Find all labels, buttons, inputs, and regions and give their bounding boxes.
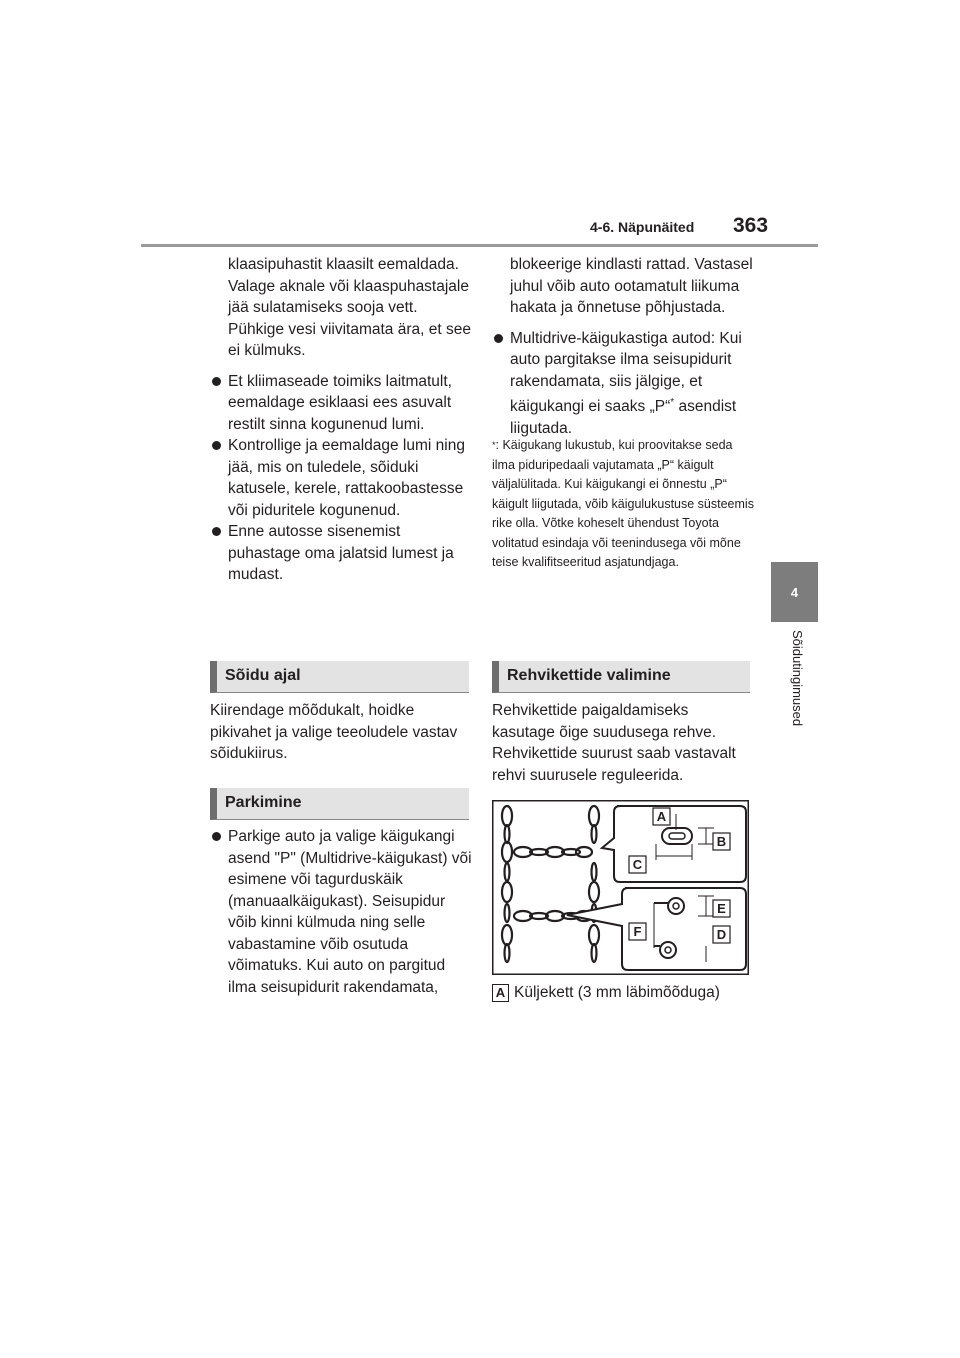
caption-text: Küljekett (3 mm läbimõõduga): [514, 984, 720, 1001]
diagram-label-c: C: [632, 857, 643, 872]
footnote-mark: *: [492, 440, 496, 451]
diagram-label-d: D: [716, 927, 727, 942]
bullet-climate: Et kliimaseade toimiks laitmatult, eemaldage esiklaasi ees asuvalt restilt sinna kogunenud lumi.: [210, 371, 472, 436]
tire-chain-illustration: [492, 800, 749, 975]
bullet-clean-shoes: Enne autosse sisenemist puhastage oma jalatsid lumest ja mudast.: [210, 521, 472, 586]
heading-parking: Parkimine: [210, 788, 469, 820]
heading-tire-chains: Rehvikettide valimine: [492, 661, 750, 693]
heading-driving: Sõidu ajal: [210, 661, 469, 693]
driving-section: [210, 700, 470, 765]
header-section-title: 4-6. Näpunäited: [590, 219, 695, 235]
diagram-label-b: B: [716, 834, 727, 849]
bullet-check-snow: Kontrollige ja eemaldage lumi ning jää, mis on tuledele, sõiduki katusele, kerele, rattakoobastesse või piduritele kogunenud.: [210, 435, 472, 521]
tire-chains-section: [492, 700, 754, 786]
left-column-top: [210, 254, 472, 586]
diagram-label-e: E: [717, 901, 726, 916]
driving-text: Kiirendage mõõdukalt, hoidke pikivahet ja valige teeoludele vastav sõidukiirus.: [210, 702, 458, 762]
multidrive-text-2: asendist liigutada.: [510, 398, 737, 437]
bullet-multidrive: [492, 328, 754, 440]
diagram-label-a: A: [656, 809, 667, 824]
bullet-parking: Parkige auto ja valige käigukangi asend "P" (Multidrive-käigukast) või esimene või tagurduskäik (manuaalkäigukast). Seisupidur võib kinni külmuda ning selle vabastamine võib osutuda võimatuks. Kui auto on pargitud ilma seisupidurit rakendamata,: [210, 826, 472, 998]
continuation-right: blokeerige kindlasti rattad. Vastasel juhul võib auto ootamatult liikuma hakata ja õnnetuse põhjustada.: [510, 256, 753, 316]
tire-chain-diagram: [492, 800, 749, 980]
page-number: 363: [733, 214, 769, 237]
multidrive-footnote-ref: *: [670, 397, 675, 408]
chapter-tab: [771, 562, 818, 622]
diagram-label-f: F: [633, 924, 642, 939]
right-column-top: [492, 254, 754, 573]
multidrive-text-1: Multidrive-käigukastiga autod: Kui auto pargitakse ilma seisupidurit rakendamata, siis jälgige, et käigukangi ei saaks „P“: [510, 329, 742, 416]
caption-label-box: A: [492, 984, 509, 1002]
parking-section: [210, 826, 472, 998]
footnote-text: : Käigukang lukustub, kui proovitakse seda ilma piduripedaali vajutamata „P“ käigult väljalülitada. Kui käigukangi ei õnnestu „P“ käigult liigutada, võib käigulukustuse süsteemis rike olla. Võtke koheselt ühendust Toyota volitatud esindaja või teenindusega või mõne teise kvalifitseeritud asjatundjaga.: [492, 438, 754, 570]
continuation-text: klaasipuhastit klaasilt eemaldada. Valage aknale või klaaspuhastajale jää sulatamiseks sooja vett. Pühkige vesi viivitamata ära, et see ei külmuks.: [228, 256, 471, 359]
footnote: [492, 436, 754, 573]
diagram-caption: [492, 982, 754, 1004]
tire-chains-text: Rehvikettide paigaldamiseks kasutage õige suudusega rehve. Rehvikettide suurust saab vastavalt rehvi suurusele reguleerida.: [492, 702, 736, 784]
header-divider: [141, 244, 818, 247]
chapter-number: 4: [790, 584, 799, 600]
chapter-title: Sõidutingimused: [790, 630, 805, 727]
